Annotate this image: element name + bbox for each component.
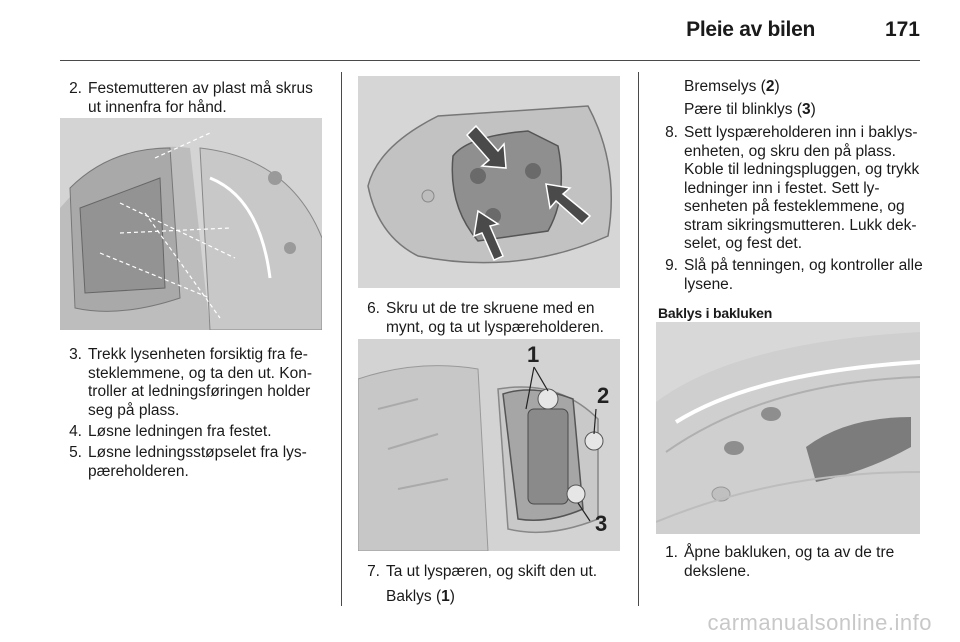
step-text: Sett lyspæreholderen inn i baklys-enheten, og skru den på plass. Koble til ledningspluggen, og trykk ledninger inn i festet. Sett ly-senheten på festeklemmene, og stram sikringsmutteren. Lukk dek-selet, og fest det. xyxy=(684,124,920,252)
bremselys-line: Bremselys (2) xyxy=(684,78,780,95)
step-number: 8. xyxy=(665,124,678,141)
step-1 xyxy=(658,544,924,581)
figure-tailgate xyxy=(656,322,920,534)
step-2 xyxy=(62,80,324,117)
section-heading: Baklys i bakluken xyxy=(658,305,773,321)
step-4 xyxy=(62,423,324,442)
step-number: 4. xyxy=(69,423,82,440)
step-8 xyxy=(658,124,924,254)
figure-label-3: 3 xyxy=(595,511,608,536)
step-text: Løsne ledningsstøpselet fra lys-pæreholderen. xyxy=(88,444,307,480)
step-text: Ta ut lyspæren, og skift den ut. xyxy=(386,563,598,580)
page-title: Pleie av bilen xyxy=(686,18,815,41)
step-number: 3. xyxy=(69,346,82,363)
step-text: Åpne bakluken, og ta av de tre dekslene. xyxy=(684,544,895,580)
column-divider-2 xyxy=(638,72,639,606)
step-6 xyxy=(360,300,622,337)
step-number: 9. xyxy=(665,257,678,274)
step-number: 2. xyxy=(69,80,82,97)
baklys-line: Baklys (1) xyxy=(386,588,455,605)
page-number: 171 xyxy=(884,18,920,41)
figure-bulb-holder xyxy=(358,339,620,551)
bulb-holder-illustration xyxy=(358,339,620,551)
header-divider xyxy=(60,60,920,61)
figure-label-1: 1 xyxy=(527,342,540,367)
step-9 xyxy=(658,257,924,294)
figure-label-2: 2 xyxy=(597,383,610,408)
step-text: Løsne ledningen fra festet. xyxy=(88,423,272,440)
screws-illustration xyxy=(358,76,620,288)
step-number: 5. xyxy=(69,444,82,461)
watermark: carmanualsonline.info xyxy=(707,610,932,635)
figure-screws xyxy=(358,76,620,288)
step-text: Trekk lysenheten forsiktig fra fe-steklemmene, og ta den ut. Kon-troller at ledningsføringen holder seg på plass. xyxy=(88,346,313,419)
step-number: 6. xyxy=(367,300,380,317)
lamp-removal-illustration xyxy=(60,118,322,330)
paere-blinklys-line: Pære til blinklys (3) xyxy=(684,101,816,118)
step-number: 7. xyxy=(367,563,380,580)
figure-lamp-removal xyxy=(60,118,322,330)
step-text: Slå på tenningen, og kontroller alle lysene. xyxy=(684,257,923,293)
step-text: Festemutteren av plast må skrus ut innenfra for hånd. xyxy=(88,80,313,116)
column-divider-1 xyxy=(341,72,342,606)
step-5 xyxy=(62,444,324,481)
step-number: 1. xyxy=(665,544,678,561)
step-text: Skru ut de tre skruene med en mynt, og ta ut lyspæreholderen. xyxy=(386,300,604,336)
step-3 xyxy=(62,346,324,420)
tailgate-illustration xyxy=(656,322,920,534)
step-7 xyxy=(360,563,622,582)
